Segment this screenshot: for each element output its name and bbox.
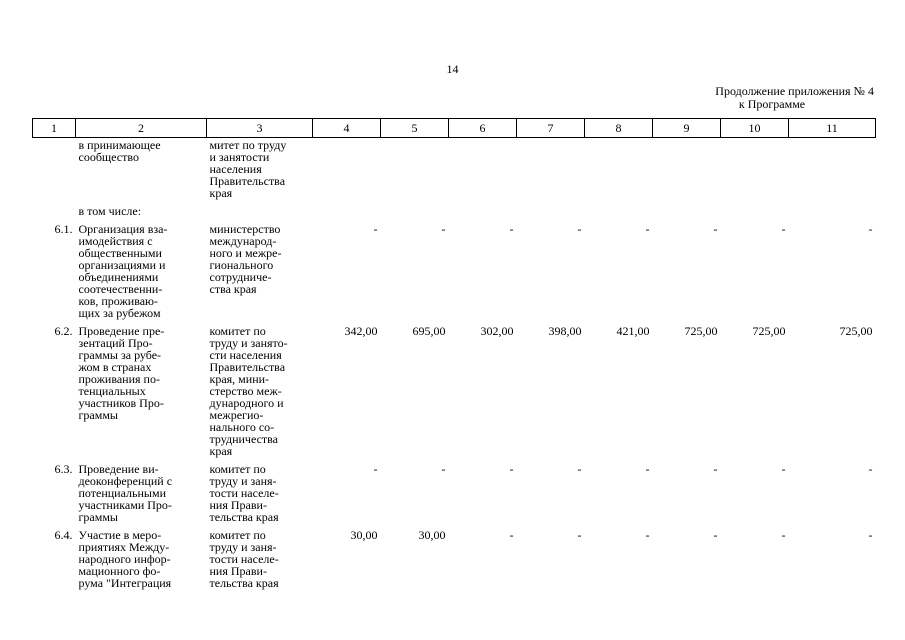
table-row bbox=[33, 324, 876, 462]
column-header: 1 bbox=[33, 119, 76, 138]
column-header: 3 bbox=[207, 119, 313, 138]
value-cell: - bbox=[868, 222, 873, 236]
value-cell: - bbox=[781, 222, 786, 236]
value-cell: 302,00 bbox=[480, 324, 514, 338]
column-number-row bbox=[33, 119, 876, 138]
value-cell: - bbox=[577, 528, 582, 542]
activity-name: Организация вза- имодействия с общественными организациями и объединениями соотечественни- ков, проживаю- щих за рубежом bbox=[78, 222, 168, 320]
value-cell: - bbox=[577, 462, 582, 476]
column-header: 2 bbox=[76, 119, 207, 138]
value-cell: - bbox=[868, 462, 873, 476]
row-index: 6.4. bbox=[54, 528, 73, 542]
value-cell: - bbox=[441, 462, 446, 476]
activity-name: Проведение пре- зентаций Про- граммы за рубе- жом в странах проживания по- тенциальных участников Про- граммы bbox=[78, 324, 165, 422]
value-cell: - bbox=[713, 462, 718, 476]
activity-name: Участие в меро- приятиях Между- народного инфор- мационного фо- рума "Интеграция bbox=[78, 528, 172, 590]
column-header: 7 bbox=[517, 119, 585, 138]
responsible-org: митет по труду и занятости населения Правительства края bbox=[209, 138, 287, 200]
subheading-row bbox=[33, 204, 876, 222]
value-cell: 695,00 bbox=[412, 324, 446, 338]
appendix-caption-line1: Продолжение приложения № 4 bbox=[715, 84, 874, 98]
row-index: 6.1. bbox=[54, 222, 73, 236]
value-cell: - bbox=[509, 462, 514, 476]
table-row bbox=[33, 222, 876, 324]
value-cell: - bbox=[713, 528, 718, 542]
value-cell: 30,00 bbox=[350, 528, 378, 542]
row-index: 6.2. bbox=[54, 324, 73, 338]
value-cell: - bbox=[509, 528, 514, 542]
value-cell: - bbox=[441, 222, 446, 236]
value-cell: - bbox=[645, 222, 650, 236]
row-index: 6.3. bbox=[54, 462, 73, 476]
value-cell: 30,00 bbox=[418, 528, 446, 542]
value-cell: - bbox=[645, 462, 650, 476]
value-cell: - bbox=[781, 462, 786, 476]
page-number: 14 bbox=[446, 62, 459, 76]
column-header: 6 bbox=[449, 119, 517, 138]
column-header: 8 bbox=[585, 119, 653, 138]
appendix-caption-line2: к Программе bbox=[738, 97, 806, 111]
value-cell: 725,00 bbox=[684, 324, 718, 338]
value-cell: 398,00 bbox=[548, 324, 582, 338]
column-header: 9 bbox=[653, 119, 721, 138]
activity-name: в принимающее сообщество bbox=[78, 138, 161, 164]
value-cell: 421,00 bbox=[616, 324, 650, 338]
value-cell: - bbox=[868, 528, 873, 542]
table-row bbox=[33, 528, 876, 594]
value-cell: - bbox=[781, 528, 786, 542]
value-cell: - bbox=[577, 222, 582, 236]
value-cell: - bbox=[713, 222, 718, 236]
value-cell: - bbox=[645, 528, 650, 542]
value-cell: 342,00 bbox=[344, 324, 378, 338]
responsible-org: министерство международ- ного и межре- гионального сотрудниче- ства края bbox=[209, 222, 282, 296]
responsible-org: комитет по труду и заня- тости населе- ния Прави- тельства края bbox=[209, 462, 279, 524]
value-cell: - bbox=[373, 462, 378, 476]
table-row bbox=[33, 462, 876, 528]
responsible-org: комитет по труду и занято- сти населения Правительства края, мини- стерство меж- дународного и межрегио- нального со- трудничества края bbox=[209, 324, 288, 458]
value-cell: 725,00 bbox=[752, 324, 786, 338]
program-table bbox=[32, 118, 876, 594]
column-header: 10 bbox=[721, 119, 789, 138]
value-cell: 725,00 bbox=[839, 324, 873, 338]
continued-row bbox=[33, 138, 876, 205]
column-header: 11 bbox=[789, 119, 876, 138]
subheading: в том числе: bbox=[78, 204, 142, 218]
column-header: 4 bbox=[313, 119, 381, 138]
column-header: 5 bbox=[381, 119, 449, 138]
appendix-caption bbox=[640, 85, 874, 111]
responsible-org: комитет по труду и заня- тости населе- ния Прави- тельства края bbox=[209, 528, 279, 590]
activity-name: Проведение ви- деоконференций с потенциальными участниками Про- граммы bbox=[78, 462, 173, 524]
value-cell: - bbox=[509, 222, 514, 236]
value-cell: - bbox=[373, 222, 378, 236]
